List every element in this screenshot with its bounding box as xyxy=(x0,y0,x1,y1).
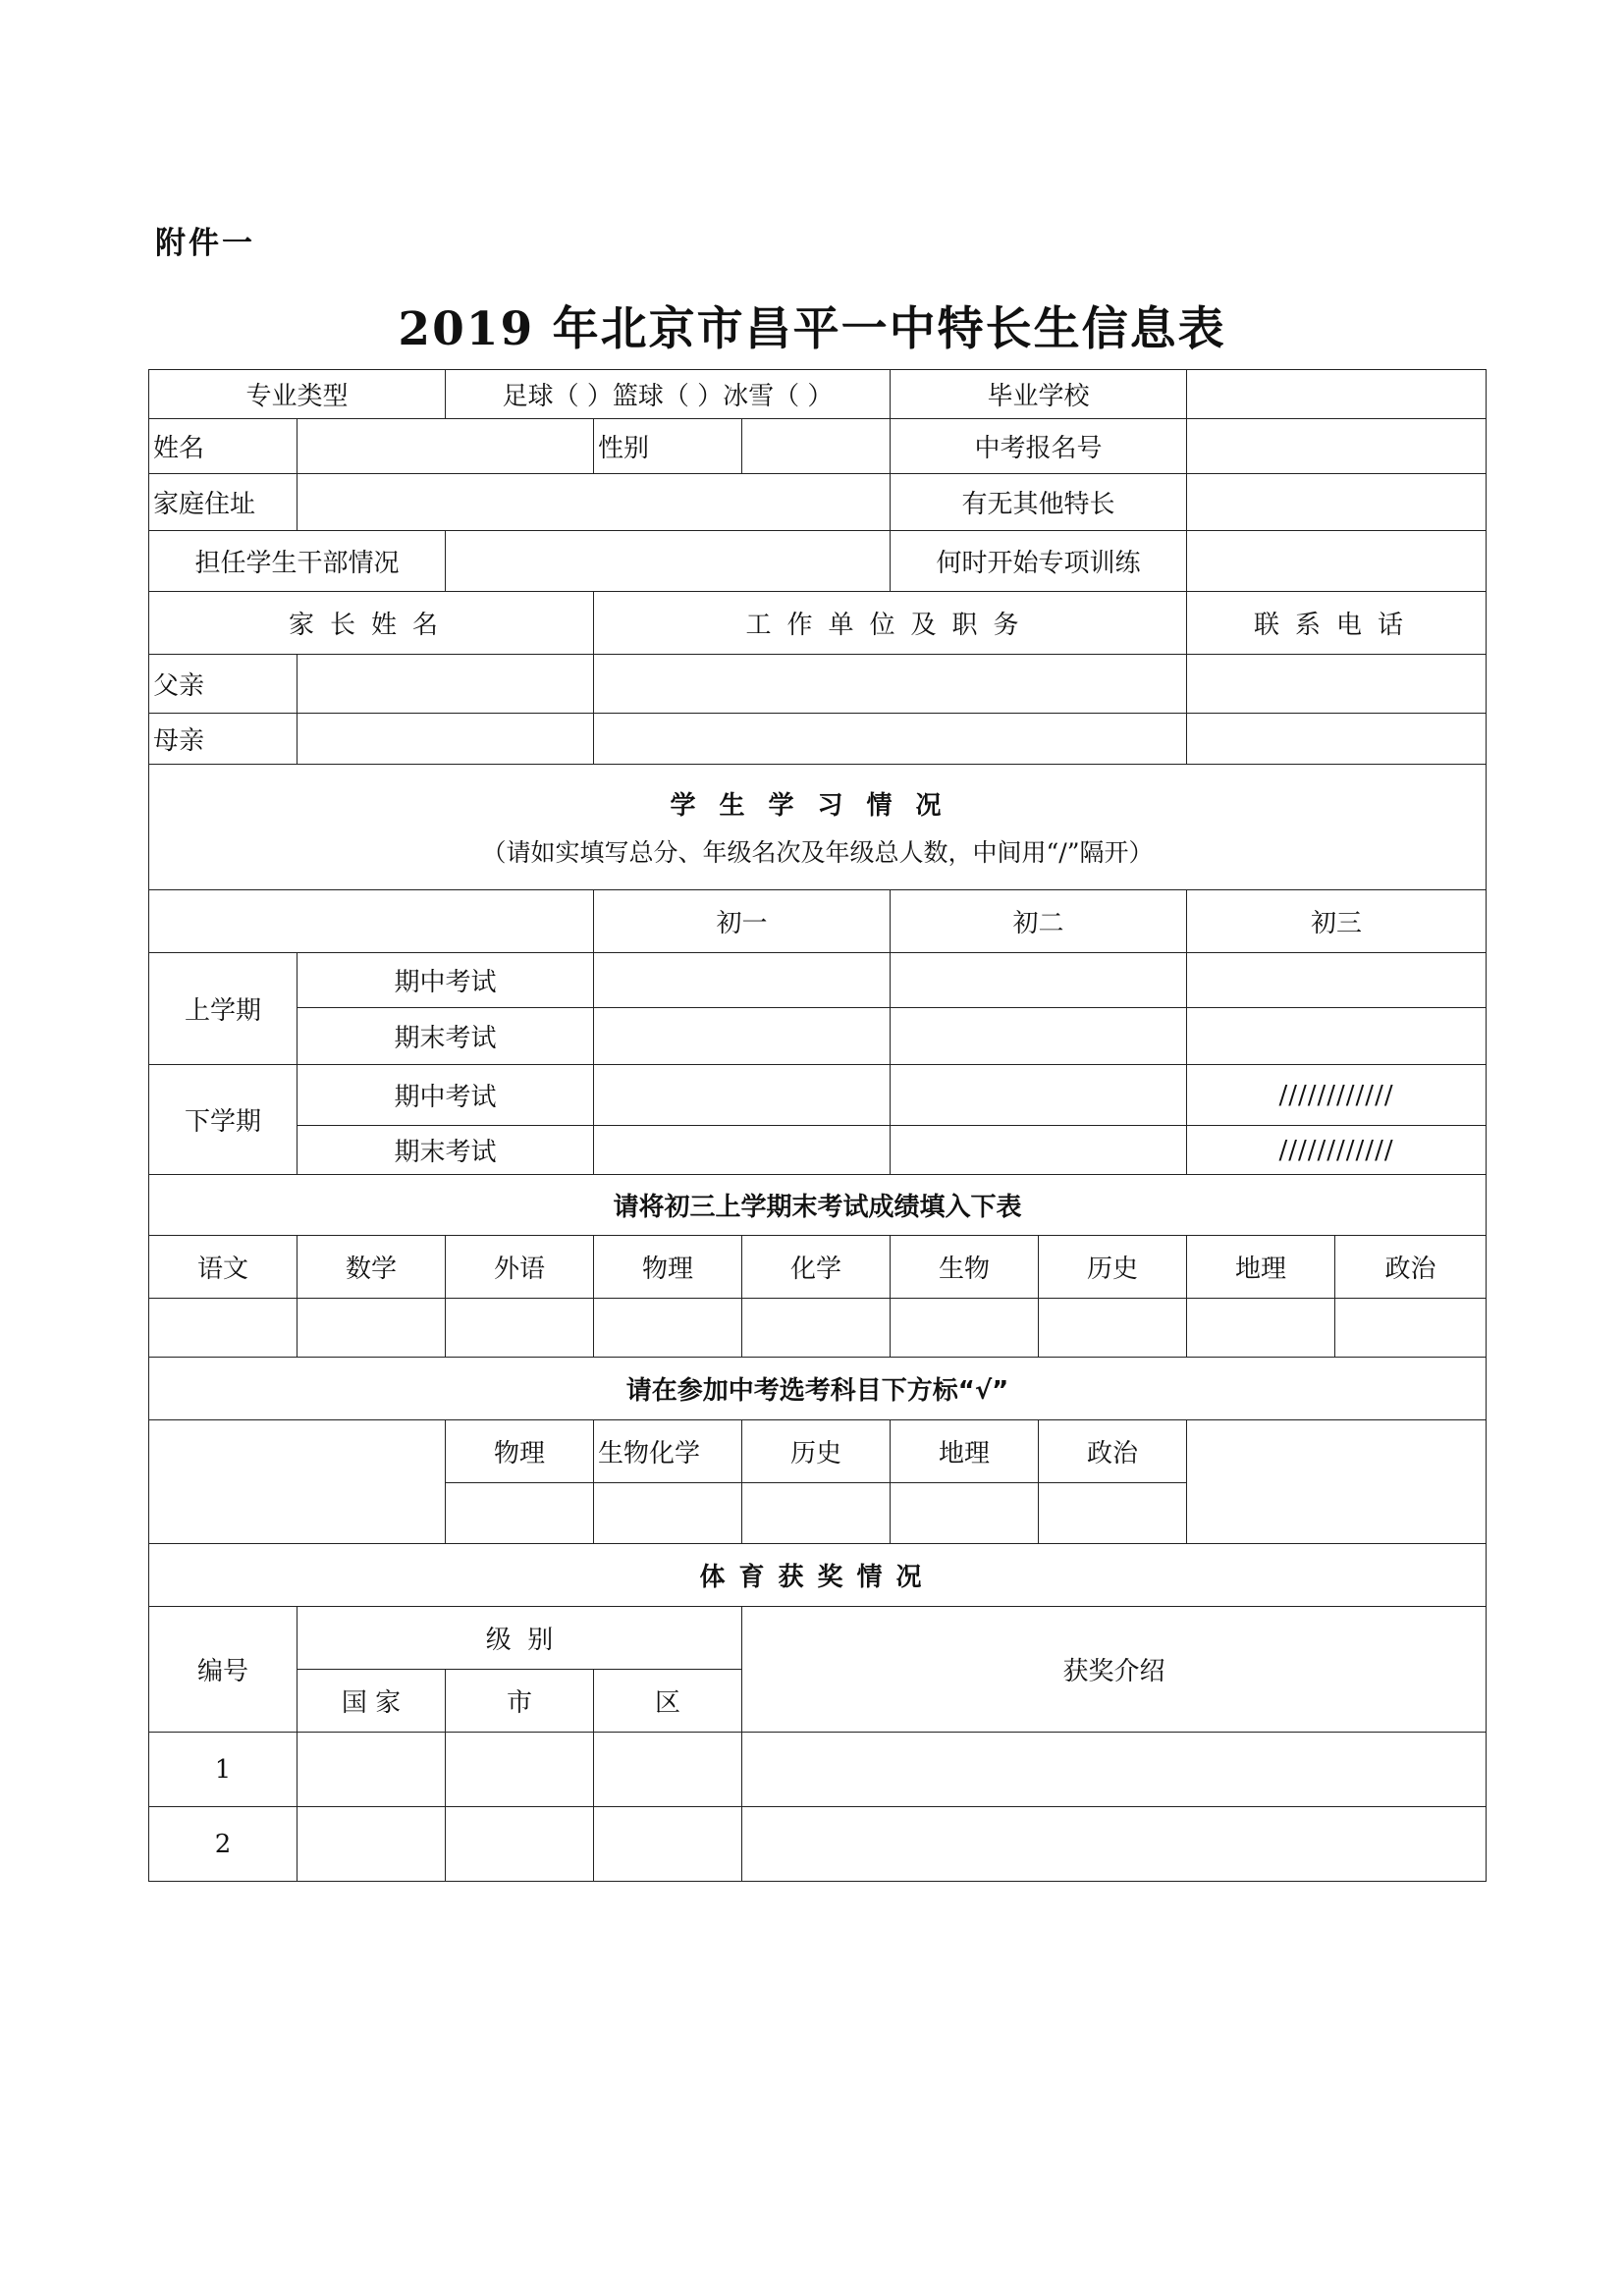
g3-t1-final-field[interactable] xyxy=(1187,1008,1487,1065)
elective-subject: 地理 xyxy=(891,1420,1039,1483)
row-first-term-midterm xyxy=(149,953,1487,1008)
row-grades-header xyxy=(149,890,1487,953)
award-row-number: 1 xyxy=(149,1733,298,1807)
row-award-2 xyxy=(149,1807,1487,1882)
parent-phone-header: 联系电话 xyxy=(1187,592,1487,655)
row-parents-header xyxy=(149,592,1487,655)
elective-check-field[interactable] xyxy=(891,1483,1039,1544)
electives-section-title: 请在参加中考选考科目下方标“√” xyxy=(149,1358,1487,1420)
specialty-options[interactable]: 足球（ ）篮球（ ）冰雪（ ） xyxy=(446,370,891,419)
row-specialty xyxy=(149,370,1487,419)
specialty-type-label: 专业类型 xyxy=(149,370,446,419)
g2-t1-midterm-field[interactable] xyxy=(891,953,1187,1008)
exam-reg-label: 中考报名号 xyxy=(891,419,1187,474)
mother-phone-field[interactable] xyxy=(1187,714,1487,765)
name-label: 姓名 xyxy=(149,419,298,474)
row-awards-level xyxy=(149,1607,1487,1670)
score-subject: 物理 xyxy=(594,1236,742,1299)
score-field[interactable] xyxy=(742,1299,891,1358)
address-label: 家庭住址 xyxy=(149,474,298,531)
score-field[interactable] xyxy=(1187,1299,1335,1358)
grade-3-header: 初三 xyxy=(1187,890,1487,953)
g1-t2-final-field[interactable] xyxy=(594,1126,891,1175)
g1-t2-midterm-field[interactable] xyxy=(594,1065,891,1126)
g3-t1-midterm-field[interactable] xyxy=(1187,953,1487,1008)
score-field[interactable] xyxy=(1335,1299,1487,1358)
study-title: 学生学习情况 xyxy=(670,791,965,821)
second-term-label: 下学期 xyxy=(149,1065,298,1175)
father-label: 父亲 xyxy=(149,655,298,714)
score-field[interactable] xyxy=(1039,1299,1187,1358)
g2-t2-midterm-field[interactable] xyxy=(891,1065,1187,1126)
row-scores-title xyxy=(149,1175,1487,1236)
award-district-field[interactable] xyxy=(594,1733,742,1807)
score-subject: 历史 xyxy=(1039,1236,1187,1299)
award-intro-header: 获奖介绍 xyxy=(742,1607,1487,1733)
award-national-header: 国 家 xyxy=(298,1670,446,1733)
grade-2-header: 初二 xyxy=(891,890,1187,953)
parent-work-header: 工作单位及职务 xyxy=(594,592,1187,655)
award-district-header: 区 xyxy=(594,1670,742,1733)
row-mother xyxy=(149,714,1487,765)
score-field[interactable] xyxy=(298,1299,446,1358)
g1-t1-midterm-field[interactable] xyxy=(594,953,891,1008)
score-field[interactable] xyxy=(446,1299,594,1358)
gender-field[interactable] xyxy=(742,419,891,474)
row-name xyxy=(149,419,1487,474)
father-name-field[interactable] xyxy=(298,655,594,714)
award-national-field[interactable] xyxy=(298,1807,446,1882)
award-row-number: 2 xyxy=(149,1807,298,1882)
mother-work-field[interactable] xyxy=(594,714,1187,765)
address-field[interactable] xyxy=(298,474,891,531)
gender-label: 性别 xyxy=(594,419,742,474)
second-term-midterm-label: 期中考试 xyxy=(298,1065,594,1126)
first-term-label: 上学期 xyxy=(149,953,298,1065)
row-awards-title xyxy=(149,1544,1487,1607)
elective-check-field[interactable] xyxy=(446,1483,594,1544)
award-district-field[interactable] xyxy=(594,1807,742,1882)
score-subject: 外语 xyxy=(446,1236,594,1299)
parent-name-header: 家长姓名 xyxy=(149,592,594,655)
row-cadre xyxy=(149,531,1487,592)
award-intro-field[interactable] xyxy=(742,1807,1487,1882)
elective-subject: 生物化学 xyxy=(594,1420,742,1483)
row-score-subjects xyxy=(149,1236,1487,1299)
row-second-term-midterm xyxy=(149,1065,1487,1126)
row-award-1 xyxy=(149,1733,1487,1807)
electives-blank-left xyxy=(149,1420,446,1544)
score-subject: 政治 xyxy=(1335,1236,1487,1299)
info-form-table xyxy=(148,369,1487,1882)
award-city-header: 市 xyxy=(446,1670,594,1733)
mother-name-field[interactable] xyxy=(298,714,594,765)
award-city-field[interactable] xyxy=(446,1733,594,1807)
cadre-field[interactable] xyxy=(446,531,891,592)
elective-check-field[interactable] xyxy=(1039,1483,1187,1544)
award-city-field[interactable] xyxy=(446,1807,594,1882)
score-field[interactable] xyxy=(149,1299,298,1358)
award-national-field[interactable] xyxy=(298,1733,446,1807)
elective-subject: 历史 xyxy=(742,1420,891,1483)
row-study-title xyxy=(149,765,1487,890)
g2-t1-final-field[interactable] xyxy=(891,1008,1187,1065)
awards-section-title: 体育获奖情况 xyxy=(149,1544,1487,1607)
study-note: （请如实填写总分、年级名次及年级总人数，中间用“/”隔开） xyxy=(481,838,1154,867)
first-term-final-label: 期末考试 xyxy=(298,1008,594,1065)
graduation-school-label: 毕业学校 xyxy=(891,370,1187,419)
other-talent-label: 有无其他特长 xyxy=(891,474,1187,531)
training-start-label: 何时开始专项训练 xyxy=(891,531,1187,592)
score-field[interactable] xyxy=(594,1299,742,1358)
score-subject: 化学 xyxy=(742,1236,891,1299)
page-title: 2019 年北京市昌平一中特长生信息表 xyxy=(398,302,1226,356)
row-elective-subjects xyxy=(149,1420,1487,1483)
elective-check-field[interactable] xyxy=(742,1483,891,1544)
scores-section-title: 请将初三上学期末考试成绩填入下表 xyxy=(149,1175,1487,1236)
attachment-label: 附件一 xyxy=(155,226,255,261)
study-section-header xyxy=(149,765,1487,890)
grades-header-blank xyxy=(149,890,594,953)
electives-blank-right xyxy=(1187,1420,1487,1544)
g2-t2-final-field[interactable] xyxy=(891,1126,1187,1175)
father-phone-field[interactable] xyxy=(1187,655,1487,714)
name-field[interactable] xyxy=(298,419,594,474)
graduation-school-field[interactable] xyxy=(1187,370,1487,419)
score-subject: 语文 xyxy=(149,1236,298,1299)
score-subject: 生物 xyxy=(891,1236,1039,1299)
father-work-field[interactable] xyxy=(594,655,1187,714)
other-talent-field[interactable] xyxy=(1187,474,1487,531)
row-electives-title xyxy=(149,1358,1487,1420)
elective-subject: 政治 xyxy=(1039,1420,1187,1483)
row-address xyxy=(149,474,1487,531)
first-term-midterm-label: 期中考试 xyxy=(298,953,594,1008)
award-number-header: 编号 xyxy=(149,1607,298,1733)
mother-label: 母亲 xyxy=(149,714,298,765)
cadre-label: 担任学生干部情况 xyxy=(149,531,446,592)
row-second-term-final xyxy=(149,1126,1487,1175)
g1-t1-final-field[interactable] xyxy=(594,1008,891,1065)
score-field[interactable] xyxy=(891,1299,1039,1358)
exam-reg-field[interactable] xyxy=(1187,419,1487,474)
training-start-field[interactable] xyxy=(1187,531,1487,592)
score-subject: 地理 xyxy=(1187,1236,1335,1299)
score-subject: 数学 xyxy=(298,1236,446,1299)
row-first-term-final xyxy=(149,1008,1487,1065)
grade-1-header: 初一 xyxy=(594,890,891,953)
elective-subject: 物理 xyxy=(446,1420,594,1483)
g3-t2-midterm-blocked: //////////// xyxy=(1187,1065,1487,1126)
g3-t2-final-blocked: //////////// xyxy=(1187,1126,1487,1175)
elective-check-field[interactable] xyxy=(594,1483,742,1544)
award-level-header: 级 别 xyxy=(298,1607,742,1670)
second-term-final-label: 期末考试 xyxy=(298,1126,594,1175)
row-father xyxy=(149,655,1487,714)
award-intro-field[interactable] xyxy=(742,1733,1487,1807)
row-score-values xyxy=(149,1299,1487,1358)
